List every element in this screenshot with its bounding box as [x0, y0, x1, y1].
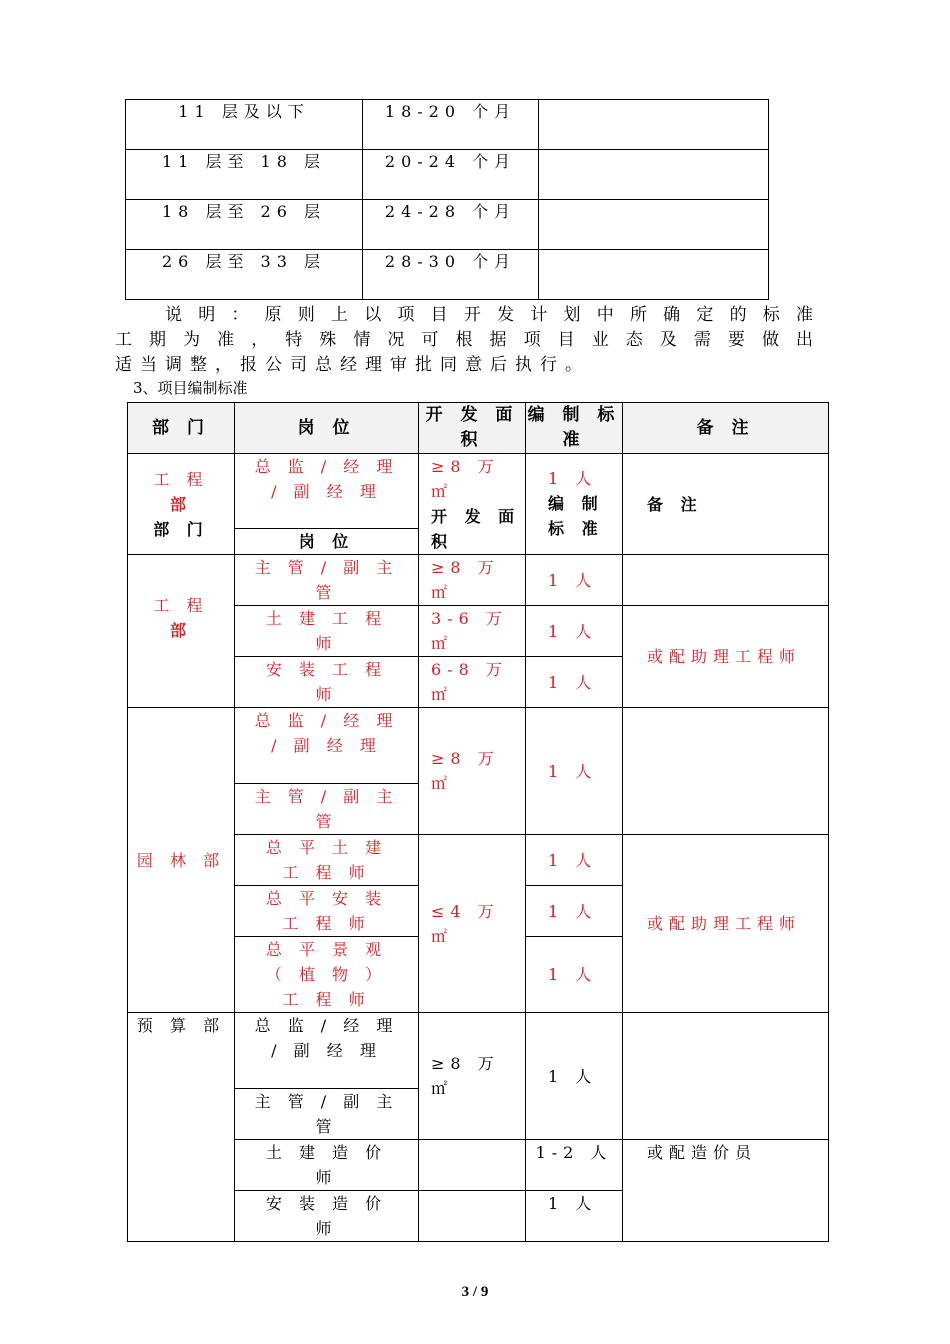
position-cell: 主 管 / 副 主 管: [235, 1089, 419, 1140]
header-quota: 编 制 标 准: [526, 403, 623, 454]
quota-cell: 1 人: [526, 657, 623, 708]
table-row: [128, 708, 829, 784]
area-cell: [419, 454, 526, 555]
table-row: [128, 555, 829, 606]
note-cell: [539, 100, 769, 150]
area-cell: [419, 1191, 526, 1242]
area-cell: 6-8 万 ㎡: [419, 657, 526, 708]
duration-cell: 20-24 个月: [363, 150, 539, 200]
quota-value: 1 人: [548, 469, 598, 488]
area-cell: ≤4 万 ㎡: [419, 835, 526, 1013]
dept-cell: [128, 555, 235, 708]
duration-cell: 28-30 个月: [363, 250, 539, 300]
remark-cell: [623, 555, 829, 606]
staffing-standard-table: [127, 402, 829, 1242]
remark-cell: [623, 1013, 829, 1140]
position-header-label: 岗 位: [235, 528, 418, 554]
area-cell: 3-6 万 ㎡: [419, 606, 526, 657]
dept-label: 部 门: [153, 519, 209, 539]
area-cell: [419, 1140, 526, 1191]
header-remark: 备 注: [623, 403, 829, 454]
position-cell: 总 平 景 观 （ 植 物 ） 工 程 师: [235, 937, 419, 1013]
position-cell: 总 监 / 经 理 / 副 经 理: [235, 1013, 419, 1089]
quota-cell: 1 人: [526, 937, 623, 1013]
table-header-row: [128, 403, 829, 454]
page-number: 3 / 9: [461, 1284, 489, 1300]
position-cell: 主 管 / 副 主 管: [235, 555, 419, 606]
duration-cell: 18-20 个月: [363, 100, 539, 150]
position-cell: 总 平 土 建 工 程 师: [235, 835, 419, 886]
area-cell: ≥8 万 ㎡: [419, 555, 526, 606]
dept-label: 工 程: [153, 469, 209, 489]
dept-cell: [128, 454, 235, 555]
table-row: [128, 454, 829, 555]
header-position: 岗 位: [235, 403, 419, 454]
quota-header-label: 编 制 标 准: [548, 494, 604, 538]
header-dept: 部 门: [128, 403, 235, 454]
position-cell: 总 监 / 经 理 / 副 经 理: [235, 708, 419, 784]
quota-cell: 1 人: [526, 1013, 623, 1140]
dept-label: 部: [169, 621, 192, 640]
position-cell: 安 装 造 价 师: [235, 1191, 419, 1242]
dept-label: 部: [169, 494, 192, 514]
area-cell: ≥8 万 ㎡: [419, 1013, 526, 1140]
table-row: [128, 1013, 829, 1089]
remark-cell: 备 注: [623, 454, 829, 555]
explanation-line: 适当调整，报公司总经理审批同意后执行。: [115, 355, 590, 375]
quota-cell: [526, 454, 623, 555]
remark-cell: 或配助理工程师: [623, 835, 829, 1013]
quota-cell: 1-2 人: [526, 1140, 623, 1191]
dept-label: 工 程: [153, 596, 209, 615]
duration-cell: 24-28 个月: [363, 200, 539, 250]
quota-cell: 1 人: [526, 886, 623, 937]
explanation-line: 工期为准，特殊情况可根据项目业态及需要做出: [115, 330, 821, 350]
position-cell: 土 建 工 程 师: [235, 606, 419, 657]
area-cell: ≥8 万 ㎡: [419, 708, 526, 835]
table-row: [126, 100, 769, 150]
position-cell: 主 管 / 副 主 管: [235, 784, 419, 835]
quota-cell: 1 人: [526, 606, 623, 657]
table-row: [126, 150, 769, 200]
dept-cell: 预 算 部: [128, 1013, 235, 1242]
position-cell: 土 建 造 价 师: [235, 1140, 419, 1191]
position-label: 总 监 / 经 理 / 副 经 理: [254, 457, 399, 501]
remark-cell: [623, 708, 829, 835]
quota-cell: 1 人: [526, 835, 623, 886]
position-cell: 安 装 工 程 师: [235, 657, 419, 708]
explanation-paragraph: [115, 303, 821, 378]
table-row: [126, 250, 769, 300]
construction-period-table: [125, 99, 769, 300]
note-cell: [539, 250, 769, 300]
remark-cell: 或配助理工程师: [623, 606, 829, 708]
dept-cell: 园 林 部: [128, 708, 235, 1013]
note-cell: [539, 200, 769, 250]
quota-cell: 1 人: [526, 555, 623, 606]
quota-cell: 1 人: [526, 708, 623, 835]
note-cell: [539, 150, 769, 200]
explanation-line: 说明：原则上以项目开发计划中所确定的标准: [165, 305, 821, 325]
floors-cell: 18 层至 26 层: [126, 200, 363, 250]
area-header-label: 开 发 面 积: [431, 507, 521, 551]
floors-cell: 11 层及以下: [126, 100, 363, 150]
header-area: 开 发 面 积: [419, 403, 526, 454]
position-cell: 总 平 安 装 工 程 师: [235, 886, 419, 937]
remark-cell: 或配造价员: [623, 1140, 829, 1242]
table-row: [126, 200, 769, 250]
section-heading: 3、项目编制标准: [133, 379, 248, 397]
quota-cell: 1 人: [526, 1191, 623, 1242]
position-cell: [235, 454, 419, 555]
area-value: ≥8 万 ㎡: [431, 457, 500, 501]
floors-cell: 26 层至 33 层: [126, 250, 363, 300]
floors-cell: 11 层至 18 层: [126, 150, 363, 200]
